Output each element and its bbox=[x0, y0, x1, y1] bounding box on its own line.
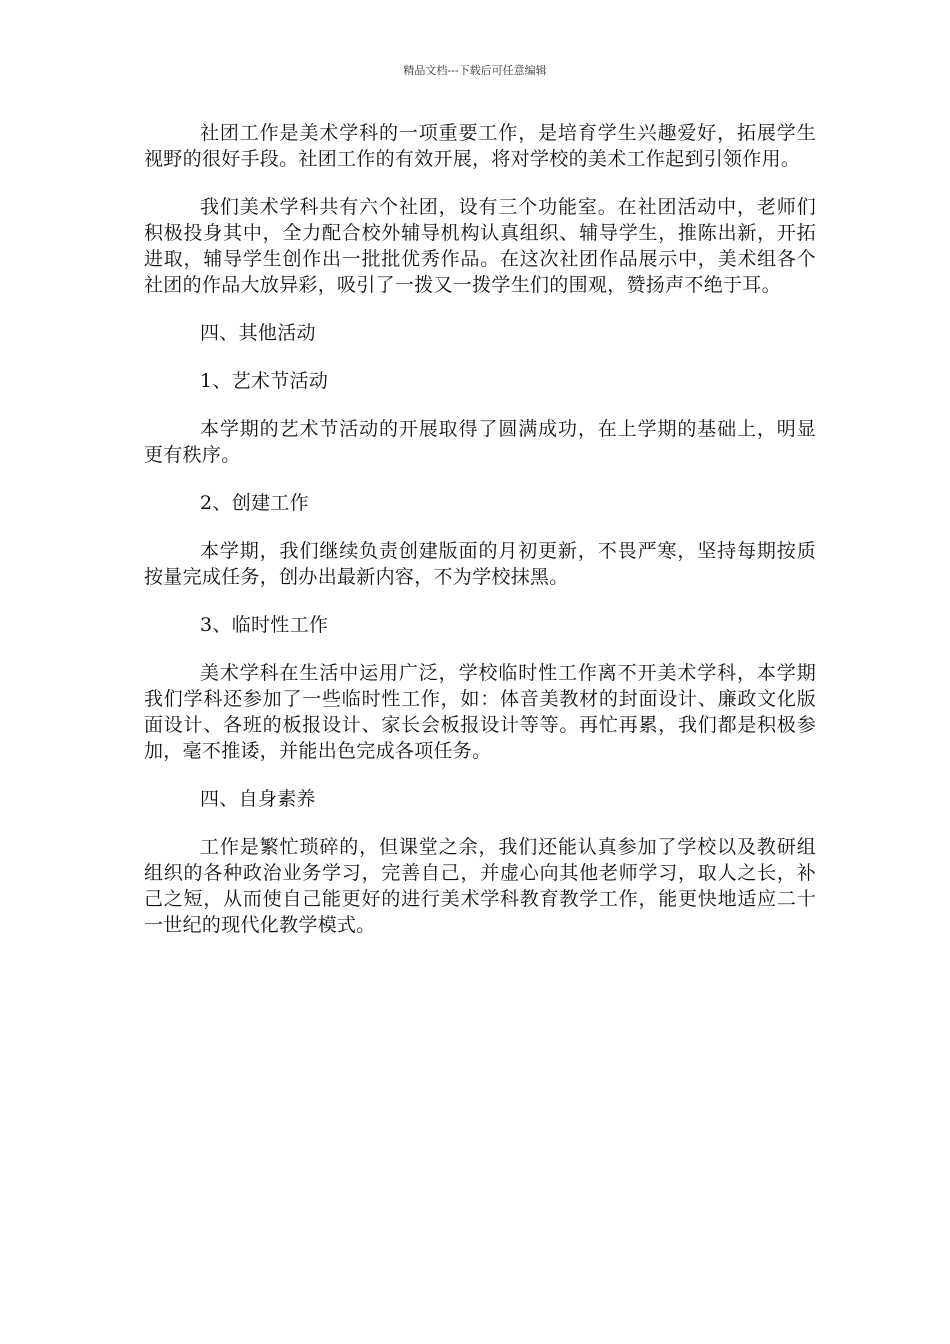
heading-art-festival: 1、艺术节活动 bbox=[200, 370, 329, 392]
page-header: 精品文档---下载后可任意编辑 bbox=[403, 64, 547, 77]
heading-self-cultivation: 四、自身素养 bbox=[200, 788, 316, 810]
paragraph-club-work: 社团工作是美术学科的一项重要工作，是培育学生兴趣爱好，拓展学生视野的很好手段。社团工作的有效开展，将对学校的美术工作起到引领作用。 bbox=[144, 122, 816, 170]
heading-other-activities: 四、其他活动 bbox=[200, 322, 316, 344]
paragraph-clubs-overview: 我们美术学科共有六个社团，设有三个功能室。在社团活动中，老师们积极投身其中，全力配合校外辅导机构认真组织、辅导学生，推陈出新，开拓进取，辅导学生创作出一批批优秀作品。在这次社团作品展示中，美术组各个社团的作品大放异彩，吸引了一拨又一拨学生们的围观，赞扬声不绝于耳。 bbox=[144, 196, 816, 296]
paragraph-temporary-work: 美术学科在生活中运用广泛，学校临时性工作离不开美术学科，本学期我们学科还参加了一些临时性工作，如：体音美教材的封面设计、廉政文化版面设计、各班的板报设计、家长会板报设计等等。再忙再累，我们都是积极参加，毫不推诿，并能出色完成各项任务。 bbox=[144, 662, 816, 762]
heading-temporary-work: 3、临时性工作 bbox=[200, 614, 329, 636]
paragraph-self-cultivation: 工作是繁忙琐碎的，但课堂之余，我们还能认真参加了学校以及教研组组织的各种政治业务学习，完善自己，并虚心向其他老师学习，取人之长，补己之短，从而使自己能更好的进行美术学科教育教学工作，能更快地适应二十一世纪的现代化教学模式。 bbox=[144, 836, 816, 936]
paragraph-creation-work: 本学期，我们继续负责创建版面的月初更新，不畏严寒，坚持每期按质按量完成任务，创办出最新内容，不为学校抹黑。 bbox=[144, 540, 816, 588]
document-body bbox=[144, 120, 816, 960]
paragraph-art-festival: 本学期的艺术节活动的开展取得了圆满成功，在上学期的基础上，明显更有秩序。 bbox=[144, 418, 816, 466]
heading-creation-work: 2、创建工作 bbox=[200, 492, 309, 514]
